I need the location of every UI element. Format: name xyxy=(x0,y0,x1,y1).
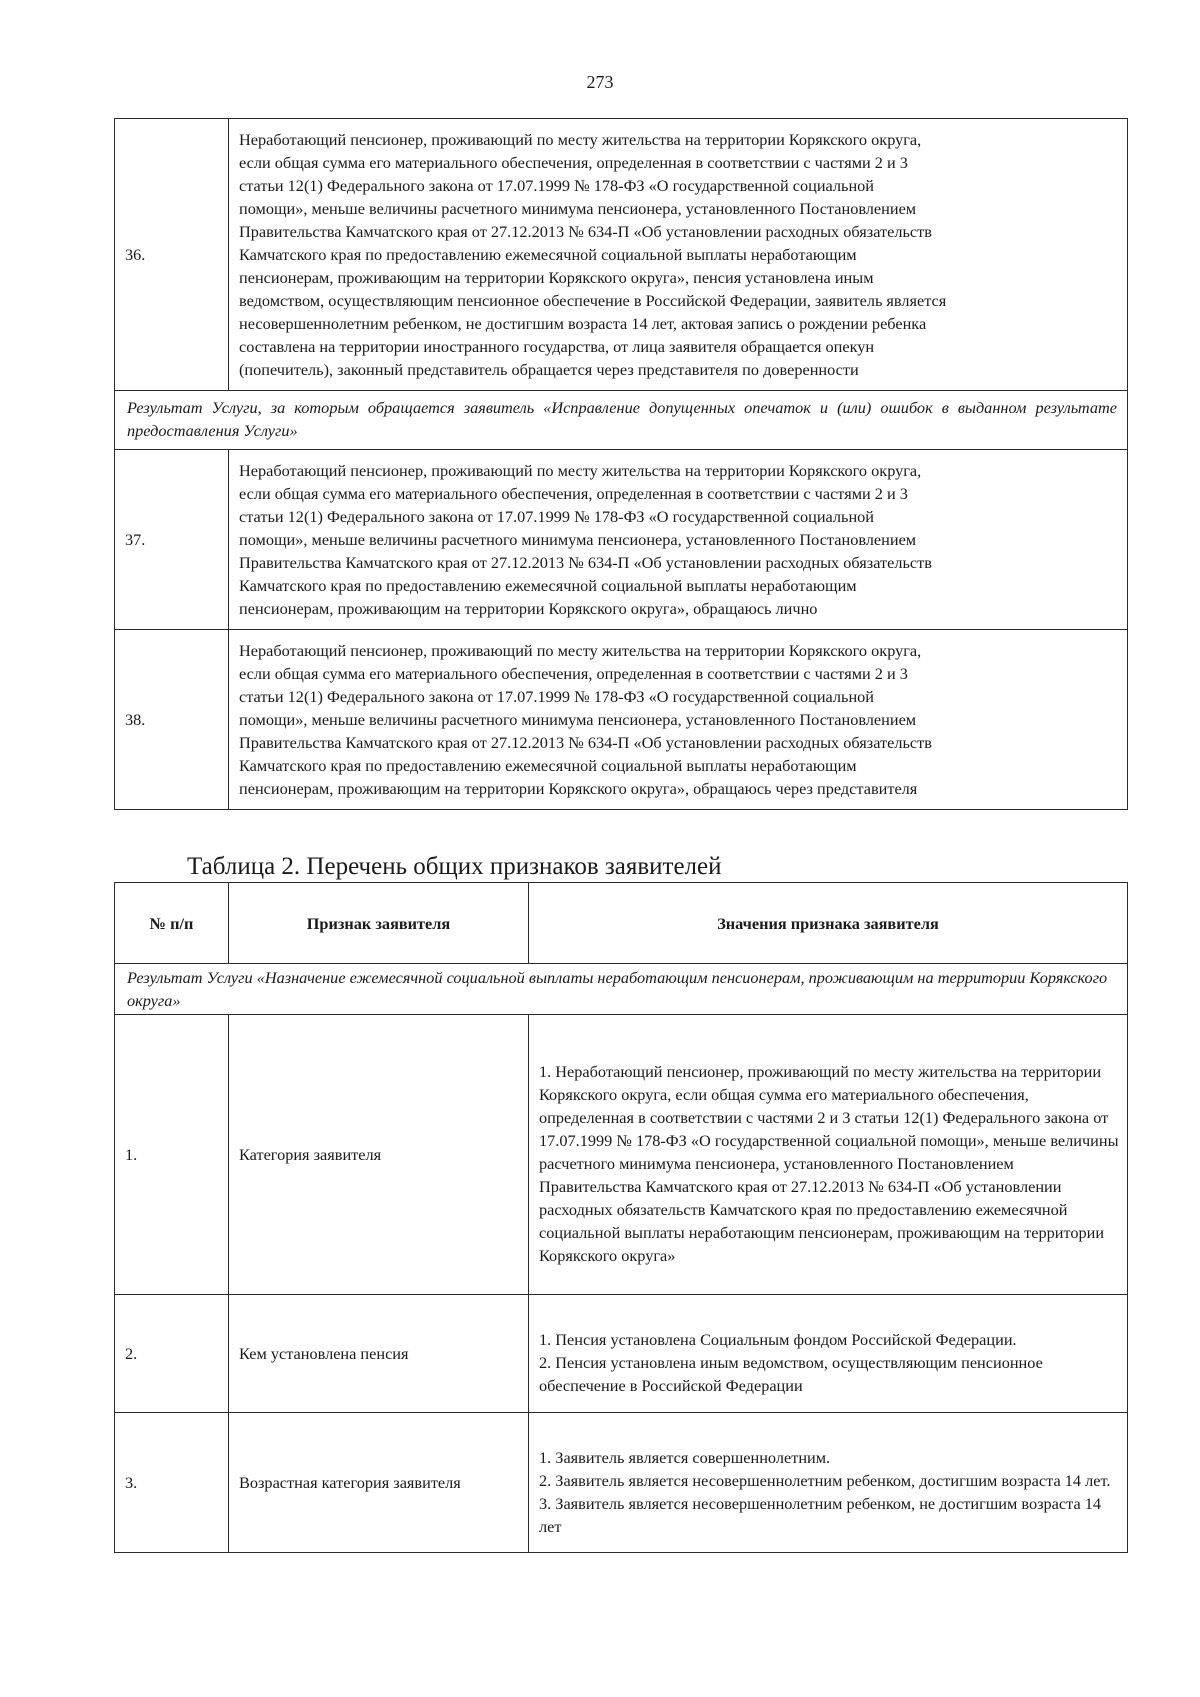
section-heading: Результат Услуги «Назначение ежемесячной социальной выплаты неработающим пенсионерам, проживающим на территории Корякского округа» xyxy=(115,964,1128,1015)
row-number: 2. xyxy=(115,1295,229,1413)
row-description xyxy=(229,119,1128,391)
attribute-value: 1. Заявитель является совершеннолетним. xyxy=(539,1447,831,1467)
description-line: помощи», меньше величины расчетного минимума пенсионера, установленного Постановлением xyxy=(239,198,917,218)
description-line: несовершеннолетним ребенком, не достигшим возраста 14 лет, актовая запись о рождении ребенка xyxy=(239,313,927,333)
description-line: Неработающий пенсионер, проживающий по месту жительства на территории Корякского округа, xyxy=(239,640,922,660)
description-line: составлена на территории иностранного государства, от лица заявителя обращается опекун xyxy=(239,336,875,356)
row-description xyxy=(229,630,1128,810)
description-line: пенсионерам, проживающим на территории Корякского округа», обращаюсь лично xyxy=(239,598,818,618)
description-line: если общая сумма его материального обеспечения, определенная в соответствии с частями 2 и 3 xyxy=(239,483,908,503)
column-header-attribute: Признак заявителя xyxy=(229,883,529,964)
description-line: если общая сумма его материального обеспечения, определенная в соответствии с частями 2 и 3 xyxy=(239,663,908,683)
attribute-name: Кем установлена пенсия xyxy=(229,1295,529,1413)
description-line: (попечитель), законный представитель обращается через представителя по доверенности xyxy=(239,359,859,379)
attribute-value: 2. Заявитель является несовершеннолетним ребенком, достигшим возраста 14 лет. xyxy=(539,1470,1111,1490)
description-line: пенсионерам, проживающим на территории Корякского округа», обращаюсь через представителя xyxy=(239,778,918,798)
description-line: если общая сумма его материального обеспечения, определенная в соответствии с частями 2 и 3 xyxy=(239,152,908,172)
section-row xyxy=(115,964,1128,1015)
description-line: статьи 12(1) Федерального закона от 17.07.1999 № 178-ФЗ «О государственной социальной xyxy=(239,686,875,706)
section-row xyxy=(115,391,1128,450)
attribute-values xyxy=(529,1015,1128,1295)
row-number: 1. xyxy=(115,1015,229,1295)
table-header-row xyxy=(115,883,1128,964)
table-row xyxy=(115,119,1128,391)
row-number: 38. xyxy=(115,630,229,810)
description-line: Правительства Камчатского края от 27.12.2013 № 634-П «Об установлении расходных обязательств xyxy=(239,732,932,752)
section-heading: Результат Услуги, за которым обращается заявитель «Исправление допущенных опечаток и (или) ошибок в выданном результате предоставления Услуги» xyxy=(115,391,1128,450)
description-line: Неработающий пенсионер, проживающий по месту жительства на территории Корякского округа, xyxy=(239,129,922,149)
attribute-value: 1. Неработающий пенсионер, проживающий по месту жительства на территории Корякского округа, если общая сумма его материального обеспечения, определенная в соответствии с частями 2 и 3 статьи 12(1) Федерального закона от 17.07.1999 № 178-ФЗ «О государственной социальной помощи», меньше величины расчетного минимума пенсионера, установленного Постановлением Правительства Камчатского края от 27.12.2013 № 634-П «Об установлении расходных обязательств Камчатского края по предоставлению ежемесячной социальной выплаты неработающим пенсионерам, проживающим на территории Корякского округа» xyxy=(539,1062,1119,1265)
attribute-values xyxy=(529,1295,1128,1413)
table-row xyxy=(115,1295,1128,1413)
attribute-name: Возрастная категория заявителя xyxy=(229,1413,529,1553)
row-number: 36. xyxy=(115,119,229,391)
description-line: пенсионерам, проживающим на территории Корякского округа», пенсия установлена иным xyxy=(239,267,874,287)
table-row xyxy=(115,1015,1128,1295)
attribute-name: Категория заявителя xyxy=(229,1015,529,1295)
table-row xyxy=(115,630,1128,810)
page-number: 273 xyxy=(586,72,614,92)
column-header-values: Значения признака заявителя xyxy=(529,883,1128,964)
applicant-attributes-table xyxy=(114,882,1128,1553)
description-line: ведомством, осуществляющим пенсионное обеспечение в Российской Федерации, заявитель является xyxy=(239,290,947,310)
attribute-value: 3. Заявитель является несовершеннолетним ребенком, не достигшим возраста 14 лет xyxy=(539,1493,1102,1536)
table-title: Таблица 2. Перечень общих признаков заявителей xyxy=(187,853,722,880)
row-number: 37. xyxy=(115,450,229,630)
attribute-value: 2. Пенсия установлена иным ведомством, осуществляющим пенсионное обеспечение в Российской Федерации xyxy=(539,1353,1043,1395)
description-line: Правительства Камчатского края от 27.12.2013 № 634-П «Об установлении расходных обязательств xyxy=(239,221,932,241)
description-line: помощи», меньше величины расчетного минимума пенсионера, установленного Постановлением xyxy=(239,529,917,549)
row-description xyxy=(229,450,1128,630)
description-line: Камчатского края по предоставлению ежемесячной социальной выплаты неработающим xyxy=(239,244,857,264)
table-row xyxy=(115,1413,1128,1553)
description-line: помощи», меньше величины расчетного минимума пенсионера, установленного Постановлением xyxy=(239,709,917,729)
description-line: Камчатского края по предоставлению ежемесячной социальной выплаты неработающим xyxy=(239,575,857,595)
attribute-values xyxy=(529,1413,1128,1553)
table-row xyxy=(115,450,1128,630)
row-number: 3. xyxy=(115,1413,229,1553)
attribute-value: 1. Пенсия установлена Социальным фондом Российской Федерации. xyxy=(539,1330,1017,1349)
column-header-number: № п/п xyxy=(115,883,229,964)
description-line: статьи 12(1) Федерального закона от 17.07.1999 № 178-ФЗ «О государственной социальной xyxy=(239,506,875,526)
applicant-variants-table-continued xyxy=(114,118,1128,810)
description-line: Камчатского края по предоставлению ежемесячной социальной выплаты неработающим xyxy=(239,755,857,775)
description-line: Правительства Камчатского края от 27.12.2013 № 634-П «Об установлении расходных обязательств xyxy=(239,552,932,572)
description-line: статьи 12(1) Федерального закона от 17.07.1999 № 178-ФЗ «О государственной социальной xyxy=(239,175,875,195)
description-line: Неработающий пенсионер, проживающий по месту жительства на территории Корякского округа, xyxy=(239,460,922,480)
